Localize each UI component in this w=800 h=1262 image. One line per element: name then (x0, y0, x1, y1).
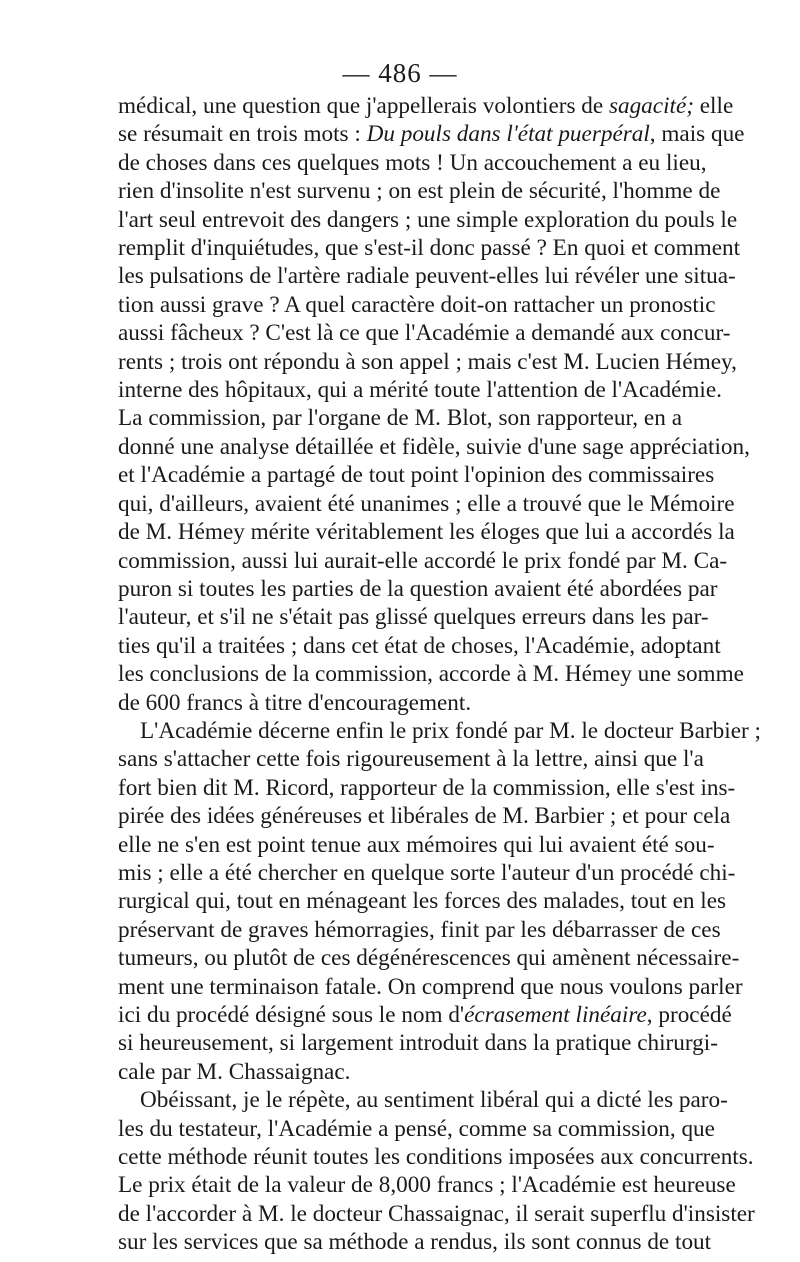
italic-run: écrasement linéaire (464, 1002, 647, 1028)
text-run: se résumait en trois mots : (118, 121, 367, 148)
text-line (118, 547, 728, 575)
text-line (118, 575, 718, 603)
text-run: interne des hôpitaux, qui a mérité toute l'attention de l'Académie. (118, 377, 722, 404)
text-line (118, 348, 737, 376)
body-text (118, 92, 761, 1257)
text-line (118, 376, 722, 404)
text-line (118, 689, 682, 717)
text-run: Le prix était de la valeur de 8,000 francs ; l'Académie est heureuse (118, 1172, 736, 1199)
text-run: rents ; trois ont répondu à son appel ; mais c'est M. Lucien Hémey, (118, 348, 737, 375)
text-run: Obéissant, je le répète, au sentiment libéral qui a dicté les paro- (140, 1087, 728, 1114)
text-line (118, 603, 709, 631)
text-run: de choses dans ces quelques mots ! Un accouchement a eu lieu, (118, 149, 707, 176)
text-line (118, 518, 735, 546)
text-run: cale par M. Chassaignac. (118, 1058, 351, 1085)
text-line (118, 1115, 715, 1143)
italic-run: Du pouls dans l'état puerpéral (366, 121, 650, 148)
text-line (118, 120, 745, 148)
text-run: elle ne s'en est point tenue aux mémoires qui lui avaient été sou- (118, 831, 715, 858)
text-run: de l'accorder à M. le docteur Chassaignac, il serait superflu d'insister (118, 1200, 755, 1227)
text-run: ties qu'il a traitées ; dans cet état de choses, l'Académie, adoptant (118, 632, 721, 659)
text-run: puron si toutes les parties de la question avaient été abordées par (118, 575, 718, 602)
text-line (118, 490, 735, 518)
text-run: aussi fâcheux ? C'est là ce que l'Académie a demandé aux concur- (118, 320, 731, 347)
text-line (118, 404, 682, 432)
text-line (118, 1058, 682, 1086)
text-run: sans s'attacher cette fois rigoureusement à la lettre, ainsi que l'a (118, 746, 704, 773)
text-run: La commission, par l'organe de M. Blot, son rapporteur, en a (118, 405, 682, 432)
text-line (118, 433, 750, 461)
page-number: — 486 — (342, 58, 458, 88)
text-run: les pulsations de l'artère radiale peuvent-elles lui révéler une situa- (118, 263, 736, 290)
text-run: préservant de graves hémorragies, finit par les débarrasser de ces (118, 916, 721, 943)
paragraph-1 (118, 92, 750, 717)
text-run: de 600 francs à titre d'encouragement. (118, 689, 472, 716)
text-run: remplit d'inquiétudes, que s'est-il donc passé ? En quoi et comment (118, 235, 741, 262)
paragraph-3 (118, 1086, 755, 1256)
text-run: qui, d'ailleurs, avaient été unanimes ; elle a trouvé que le Mémoire (118, 490, 735, 517)
text-run: donné une analyse détaillée et fidèle, suivie d'une sage appréciation, (118, 433, 750, 460)
text-run: cette méthode réunit toutes les conditions imposées aux concurrents. (118, 1144, 754, 1171)
paragraph-2 (118, 717, 761, 1086)
text-line (118, 461, 715, 489)
text-run: et l'Académie a partagé de tout point l'opinion des commissaires (118, 462, 715, 489)
text-run: , mais que (649, 121, 745, 148)
text-run: fort bien dit M. Ricord, rapporteur de la commission, elle s'est ins- (118, 774, 736, 801)
text-run: l'auteur, et s'il ne s'était pas glissé quelques erreurs dans les par- (118, 604, 709, 631)
text-run: les du testateur, l'Académie a pensé, comme sa commission, que (118, 1115, 715, 1142)
text-run: , procédé (646, 1002, 732, 1028)
text-line (118, 859, 736, 887)
text-line (118, 632, 721, 660)
text-line (118, 802, 731, 830)
text-line (118, 745, 704, 773)
text-line (118, 1171, 736, 1199)
text-line (118, 262, 736, 290)
text-line (118, 149, 707, 177)
text-run: rien d'insolite n'est survenu ; on est plein de sécurité, l'homme de (118, 178, 721, 205)
text-line (118, 1001, 732, 1029)
text-line (118, 1029, 718, 1057)
text-run: rurgical qui, tout en ménageant les forces des malades, tout en les (118, 888, 727, 915)
text-run: commission, aussi lui aurait-elle accordé le prix fondé par M. Ca- (118, 547, 728, 574)
text-run: les conclusions de la commission, accorde à M. Hémey une somme (118, 661, 744, 688)
text-run: de M. Hémey mérite véritablement les éloges que lui a accordés la (118, 519, 735, 546)
text-line (118, 177, 721, 205)
text-run: ment une terminaison fatale. On comprend que nous voulons parler (118, 973, 743, 1000)
text-run: l'art seul entrevoit des dangers ; une simple exploration du pouls le (118, 206, 738, 233)
text-line (118, 916, 721, 944)
text-line (118, 774, 736, 802)
text-run: elle (693, 93, 734, 119)
text-run: sur les services que sa méthode a rendus, ils sont connus de tout (118, 1229, 712, 1256)
text-run: pirée des idées généreuses et libérales de M. Barbier ; et pour cela (118, 803, 731, 830)
text-run: L'Académie décerne enfin le prix fondé par M. le docteur Barbier ; (140, 717, 761, 744)
text-run: mis ; elle a été chercher en quelque sorte l'auteur d'un procédé chi- (118, 859, 736, 886)
text-line (118, 1228, 712, 1256)
text-line (118, 319, 731, 347)
text-run: tumeurs, ou plutôt de ces dégénérescences qui amènent nécessaire- (118, 945, 740, 972)
text-line (118, 944, 740, 972)
text-line (118, 887, 727, 915)
text-line (118, 1200, 755, 1228)
text-run: tion aussi grave ? A quel caractère doit-on rattacher un pronostic (118, 291, 716, 318)
text-line (118, 660, 744, 688)
text-line (118, 206, 738, 234)
italic-run: sagacité; (608, 93, 694, 119)
text-line (118, 291, 716, 319)
text-run: médical, une question que j'appellerais volontiers de (118, 93, 609, 119)
text-line (118, 92, 734, 120)
text-run: si heureusement, si largement introduit dans la pratique chirurgi- (118, 1030, 718, 1057)
text-line (118, 973, 743, 1001)
text-line (118, 717, 761, 745)
text-run: ici du procédé désigné sous le nom d' (118, 1002, 465, 1028)
text-line (118, 1143, 754, 1171)
text-line (118, 234, 741, 262)
text-line (118, 831, 715, 859)
text-line (118, 1086, 728, 1114)
